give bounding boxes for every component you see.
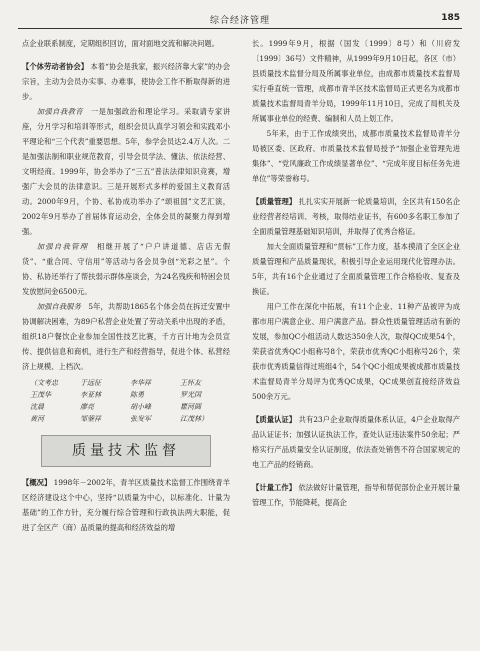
contributors-row	[30, 389, 230, 401]
entry-tag: 【计量工作】	[252, 483, 297, 492]
entry-overview	[22, 475, 230, 535]
contributor: 于远征	[80, 379, 101, 387]
contributor: 黄河	[30, 415, 44, 423]
entry-metrology	[252, 480, 460, 510]
entry-text: 本着“协会是我家，振兴经济靠大家”的办会宗旨，主动为会员办实事、办难事，使协会工作不断取得新的进步。	[22, 62, 230, 101]
entry-quality-management	[252, 194, 460, 239]
entry-individual-laborers	[22, 59, 230, 104]
entry-text: 1998年－2002年，青羊区质量技术监督工作围绕青羊区经济建设这个中心，坚持“以质量为中心，以标准化、计量为基础”的工作方针，充分履行综合管理和行政执法两大职能，促进了全区产（商）品质量的提高和经济效益的增	[22, 478, 230, 532]
paragraph	[22, 239, 230, 299]
entry-tag: 【概况】	[22, 478, 52, 487]
paragraph	[22, 104, 230, 239]
contributor: 沈晨	[30, 403, 44, 411]
paragraph: 用户工作在深化中拓展，有11个企业、11种产品被评为成都市用户满意企业、用户满意产品。群众性质量管理活动有新的发展，参加QC小组活动人数达350余人次，取得QC成果54个，荣获省优秀QC小组称号8个，荣获市优秀QC小组称号26个，荣获市优秀质量信得过班组4个，54个QC小组成果被成都市质量技术监督局青羊分局评为优秀QC成果，QC成果创直接经济效益500余万元。	[252, 302, 460, 401]
contributors-list	[22, 377, 230, 425]
page-number: 185	[441, 13, 460, 23]
contributor: 江茂林）	[180, 415, 208, 423]
entry-text: 扎扎实实开展新一轮质量培训，全区共有150名企业经营者经培训、考核，取得结业证书，有600多名职工参加了全面质量管理基础知识培训，并取得了优秀合格证。	[252, 197, 460, 236]
contributor: 李亚林	[80, 391, 101, 399]
running-title: 综合经济管理	[209, 16, 270, 26]
entry-text: 依法做好计量管理，指导和帮促部份企业开展计量管理工作，节能降耗，提高企	[252, 483, 460, 507]
paragraph: 长。1999年9月，根据（国发〔1999〕8号）和（川府发〔1999〕36号）文件精神，从1999年9月10日起，各区（市）县质量技术监督分局及所属事业单位，由成都市质量技术监督局实行垂直统一管理，成都市青羊区技术监督局正式更名为成都市质量技术监督局青羊分局，1999年11月10日，完成了局机关及所属事业单位的经费、编制和人员上划工作。	[252, 39, 460, 123]
paragraph-text: 一是加强政治和理论学习。采取请专家讲座，分月学习和培训等形式，组织会员认真学习领会和实践邓小平理论和“三个代表”重要思想。5年，参学会员达2.4万人次。二是加强法制和职业规范教育，引导会员学法、懂法、依法经营、文明经商。1999年，协会举办了“三五”普法法律知识竞赛，增强广大会员的法律意识。三是开展形式多样的爱国主义教育活动。2000年9月，个协、私协成功举办了“颂祖国”文艺汇演，2002年9月举办了首届体育运动会，全体会员的凝聚力得到增强。	[22, 107, 230, 236]
entry-tag: 【质量认证】	[252, 415, 297, 424]
subheading: 加强自我教育	[36, 107, 84, 116]
contributor: 廖亮	[80, 403, 94, 411]
contributor: 胡小峰	[130, 403, 151, 411]
entry-tag: 【个体劳动者协会】	[22, 62, 89, 71]
contributor: 瞿河圆	[180, 403, 201, 411]
contributors-row	[30, 413, 230, 425]
right-column	[252, 36, 460, 641]
contributors-row	[30, 401, 230, 413]
paragraph: 点企业联系制度，定期组织回访，面对面地交流和解决问题。	[22, 39, 220, 48]
paragraph: 5年来，由于工作成绩突出，成都市质量技术监督局青羊分局被区委、区政府、市质量技术监督局授予“加强企业管理先进集体”、“党风廉政工作成绩显著单位”、“完成年度目标任务先进单位”等荣誉称号。	[252, 129, 460, 183]
paragraph-text: 5年，共帮助1865名个体会员在拆迁安置中协调解决困难，为89户私营企业处置了劳动关系中出现的矛盾，组织18户餐饮企业参加全国性技艺比赛，千方百计地为会员宣传、提供信息和商机，进行生产和经营指导，促进个体、私营经济上规模、上档次。	[22, 302, 230, 371]
contributor: 陈勇	[130, 391, 144, 399]
contributor: （文考忠	[30, 379, 58, 387]
paragraph: 加大全面质量管理和“贯标”工作力度，基本摸清了全区企业质量管理和产品质量现状，积极引导企业运用现代化管理办法。5年，共有16个企业通过了全面质量管理工作合格验收、复查及换证。	[252, 242, 460, 296]
subheading: 加强自我管理	[36, 242, 89, 251]
left-column	[22, 36, 230, 641]
section-title-banner: 质量技术监督	[41, 435, 211, 467]
subheading: 加强自我服务	[36, 302, 81, 311]
entry-text: 共有23户企业取得质量体系认证，4户企业取得产品认证证书；加强认证执法工作，查处认证违法案件50余起；严格实行产品质量安全认证制度，依法查处销售不符合国家规定的电工产品的经销商。	[252, 415, 460, 469]
contributor: 王茂华	[30, 391, 51, 399]
contributor: 李华祥	[130, 379, 151, 387]
paragraph	[22, 299, 230, 374]
contributor: 罗光国	[180, 391, 201, 399]
contributor: 张发军	[130, 415, 151, 423]
paragraph-text: 相继开展了“户户讲道德、店店无假货”、“重合同、守信用”等活动与各会员争创“光彩之星”。个协、私协还举行了帮扶弱示群体座谈会，为24名残疾和特困会员发放慰问金6500元。	[22, 242, 230, 296]
entry-tag: 【质量管理】	[252, 197, 297, 206]
page-header	[18, 10, 462, 29]
contributor: 邹蓥祥	[80, 415, 101, 423]
contributors-row	[30, 377, 230, 389]
entry-quality-certification	[252, 412, 460, 472]
contributor: 王怀友	[180, 379, 201, 387]
